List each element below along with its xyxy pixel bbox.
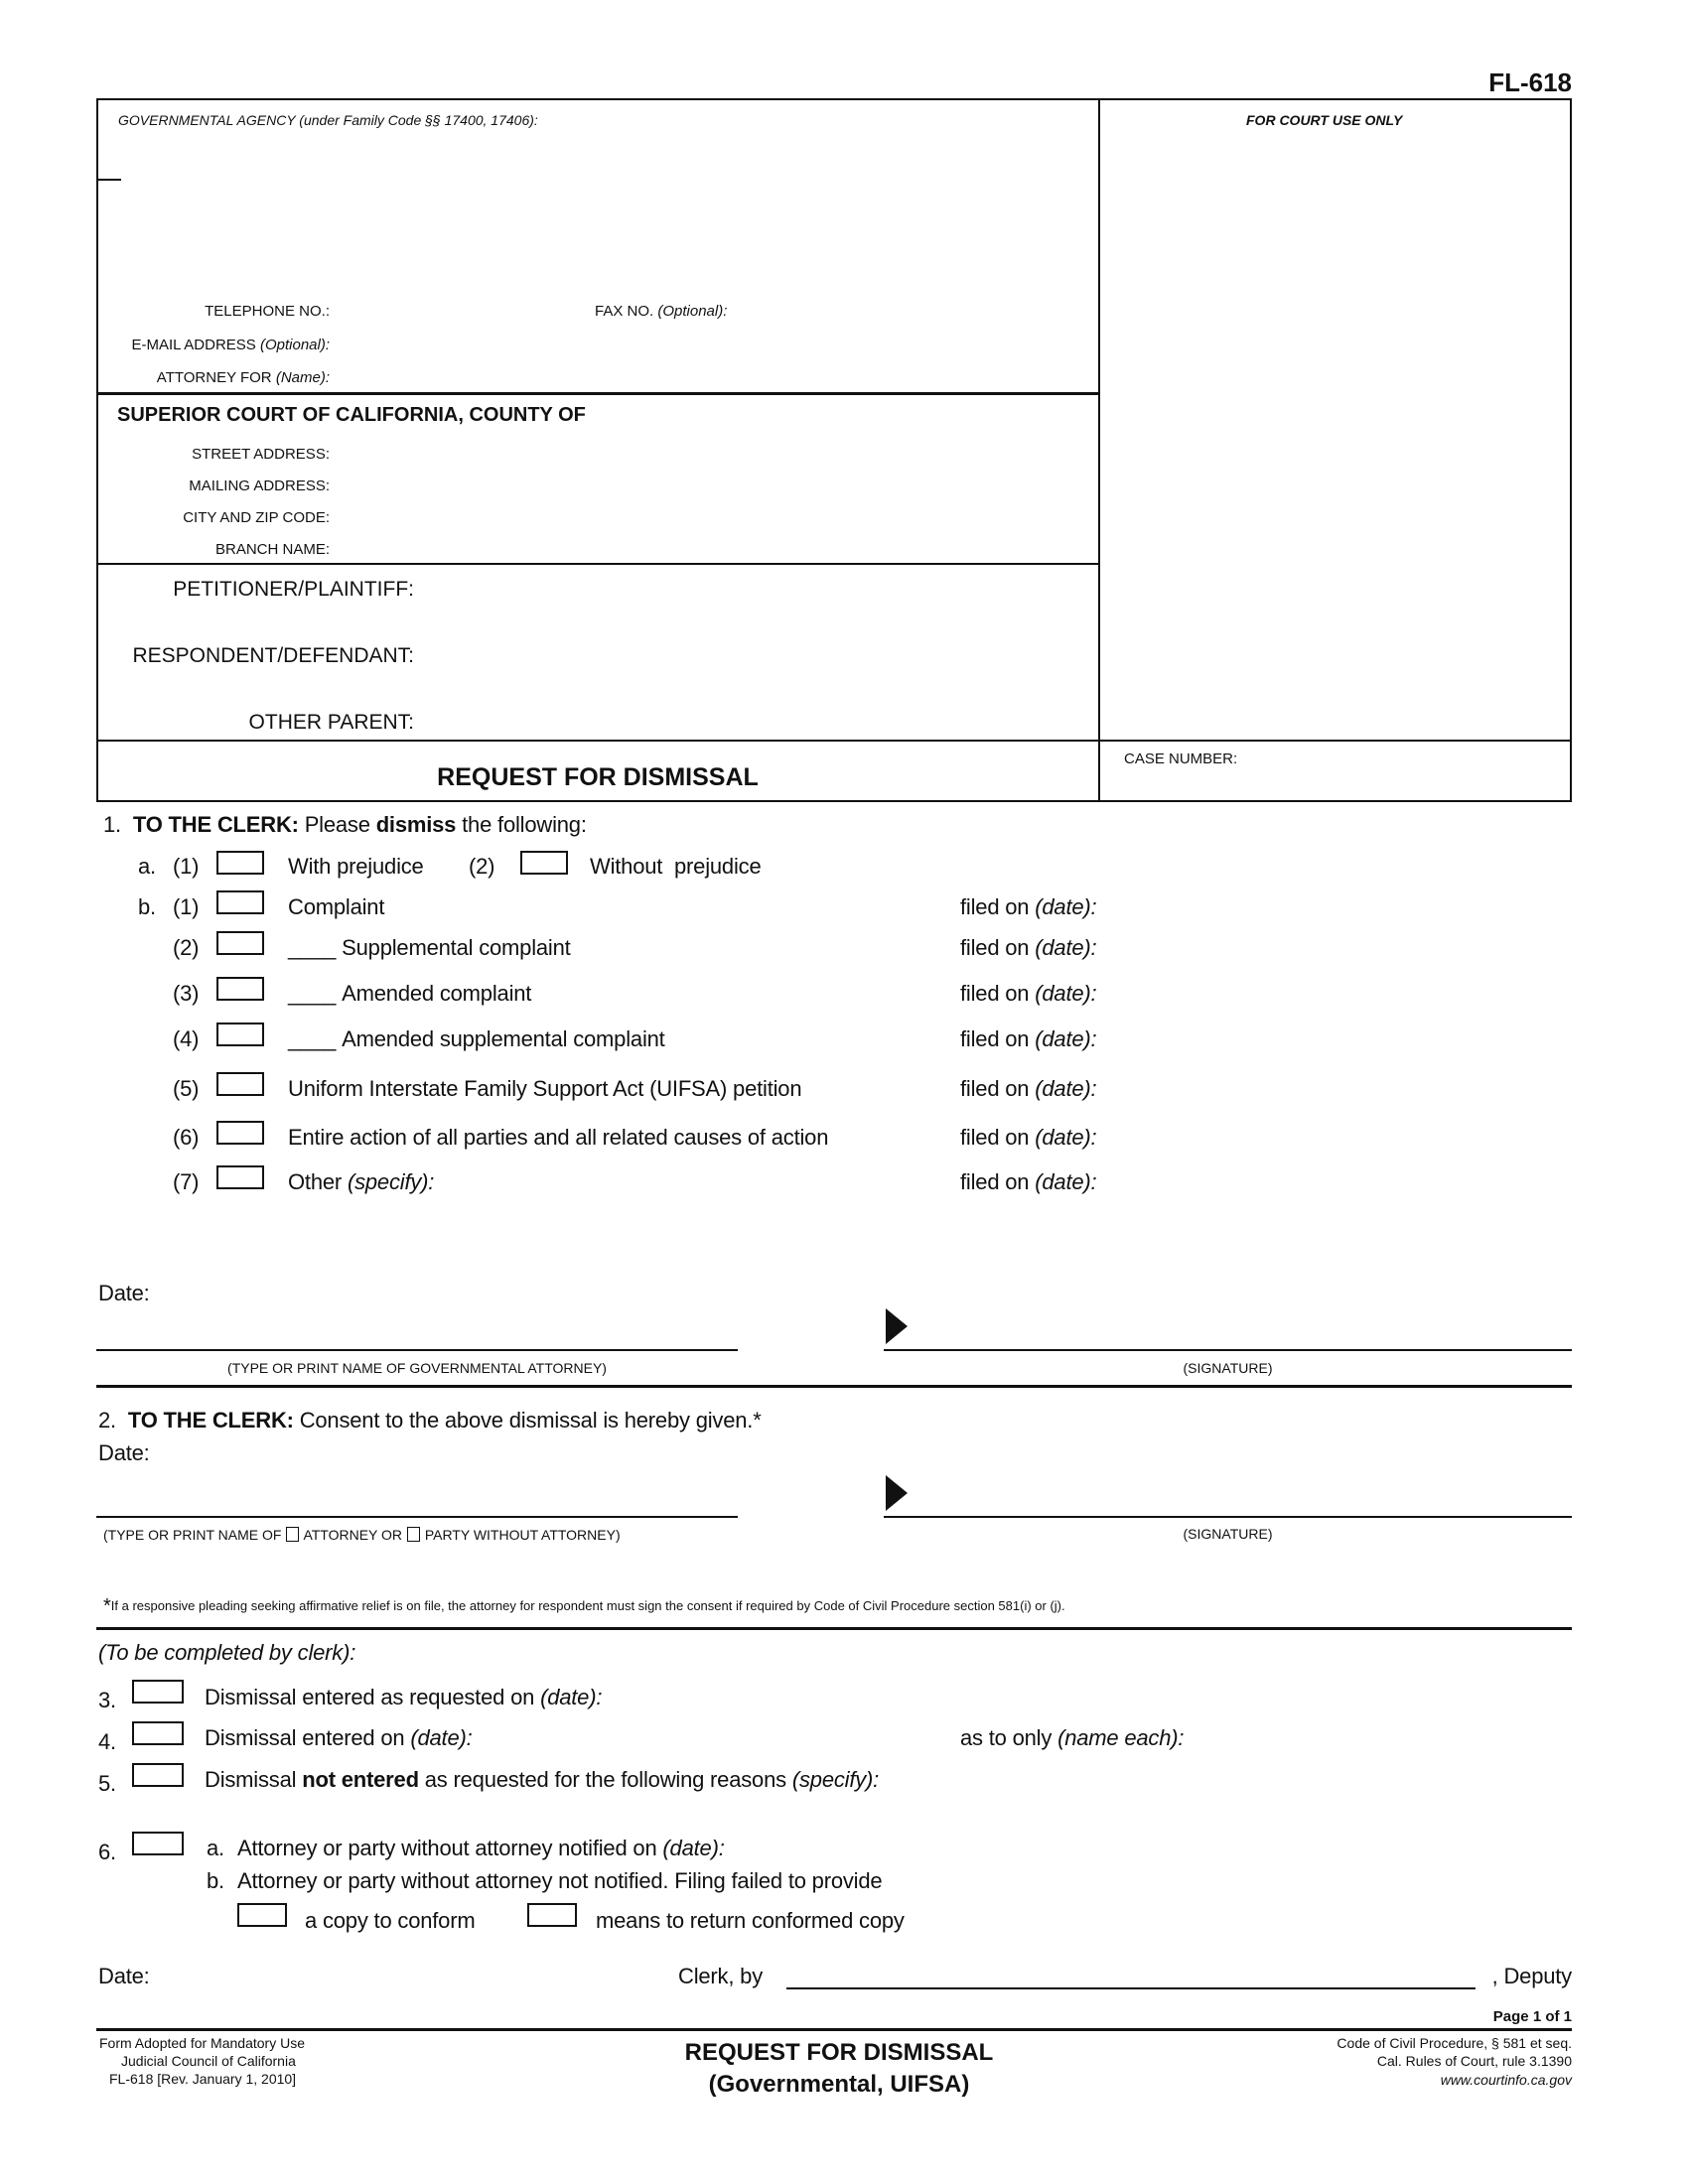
footnote-star: * [103,1595,111,1617]
name-caption: (TYPE OR PRINT NAME OF GOVERNMENTAL ATTORNEY) [227,1360,607,1376]
form-id: FL-618 [1488,68,1572,97]
deputy-clerk-input[interactable] [789,1960,1477,1984]
with-prejudice-checkbox[interactable] [216,851,264,875]
item-b-text: Supplemental complaint [342,935,571,960]
item-b-label [288,937,571,959]
form-title: REQUEST FOR DISMISSAL [437,763,759,791]
signature-caption: (SIGNATURE) [1183,1360,1273,1376]
item-b-label [288,1028,665,1050]
section-number: 1. [103,812,121,837]
amendment-number-blank[interactable]: ____ [288,1026,337,1051]
item4-number: 4. [98,1729,116,1754]
item-b-label [288,983,531,1005]
item-a1-number: (1) [173,854,200,879]
footer-revision: FL-618 [Rev. January 1, 2010] [109,2071,297,2087]
case-number-label: CASE NUMBER: [1124,751,1238,767]
item-b-text: Amended supplemental complaint [342,1026,665,1051]
fax-label-text: FAX NO. [595,303,654,320]
attorney-caption [103,1527,621,1542]
divider [96,179,121,181]
footer-council: Judicial Council of California [121,2053,296,2069]
item-b-number: (4) [173,1026,200,1051]
signature-caption: (SIGNATURE) [1183,1526,1273,1542]
petitioner-label: PETITIONER/PLAINTIFF: [173,578,414,601]
means-to-return-label: means to return conformed copy [596,1908,905,1933]
divider [1098,98,1100,802]
dismiss-text: dismiss [375,812,457,837]
item3-label: Dismissal entered as requested on [205,1685,535,1709]
consent-text: Consent to the above dismissal is hereby given.* [299,1408,762,1433]
footer-rules-reference: Cal. Rules of Court, rule 3.1390 [1376,2053,1572,2069]
divider [96,740,1572,742]
telephone-label: TELEPHONE NO.: [205,303,330,320]
item-a2-number: (2) [469,854,495,879]
item6a-date: (date): [662,1836,725,1860]
to-the-clerk: TO THE CLERK: [127,1408,294,1433]
item-b-label: b. [138,894,156,919]
governmental-attorney-name-input[interactable] [99,1318,739,1343]
specify: (specify): [791,1767,880,1792]
item-a-label: a. [138,854,156,879]
email-optional: (Optional): [259,337,330,353]
filed-on-date: (date): [1035,1026,1097,1051]
mailing-address-label: MAILING ADDRESS: [189,478,330,494]
page-number: Page 1 of 1 [1492,2008,1572,2025]
section-number: 2. [98,1408,116,1433]
to-the-clerk: TO THE CLERK: [132,812,299,837]
not-entered: not entered [302,1767,419,1792]
divider [96,1385,1572,1388]
street-address-label: STREET ADDRESS: [192,446,330,463]
court-use-only: FOR COURT USE ONLY [1246,112,1403,128]
item6a-text [237,1838,725,1859]
attorney-for-name: (Name): [275,369,330,386]
without-prejudice-checkbox[interactable] [520,851,568,875]
filed-on-label [960,1171,1096,1193]
item3-date: (date): [540,1685,603,1709]
filed-on-text: filed on [960,935,1030,960]
filed-on-label [960,937,1096,959]
item5-checkbox[interactable] [132,1763,184,1787]
footer-website-link[interactable]: www.courtinfo.ca.gov [1440,2072,1572,2088]
with-prejudice-label: With prejudice [288,854,424,879]
footer-title: REQUEST FOR DISMISSAL [684,2039,994,2066]
item6-checkbox[interactable] [132,1832,184,1855]
item-b-checkbox[interactable] [216,977,264,1001]
filed-on-text: filed on [960,1076,1030,1101]
attorney-for-text: ATTORNEY FOR [156,369,272,386]
item-b-number: (1) [173,894,200,919]
clerk-line [786,1987,1476,1989]
item-b-label [288,896,384,918]
footer-code-reference: Code of Civil Procedure, § 581 et seq. [1336,2035,1572,2051]
item-b-checkbox[interactable] [216,1121,264,1145]
means-to-return-checkbox[interactable] [527,1903,577,1927]
item-b-checkbox[interactable] [216,890,264,914]
caption-text: (TYPE OR PRINT NAME OF [103,1527,282,1543]
divider [96,563,1099,565]
filed-on-text: filed on [960,1026,1030,1051]
divider [96,392,1099,395]
item-b-checkbox[interactable] [216,1072,264,1096]
item-b-number: (2) [173,935,200,960]
item-b-checkbox[interactable] [216,1023,264,1046]
filed-on-label [960,1028,1096,1050]
party-without-attorney-checkbox[interactable] [407,1527,420,1542]
item-b-number: (3) [173,981,200,1006]
item-b-number: (6) [173,1125,200,1150]
item4-label: Dismissal entered on [205,1725,405,1750]
item-b-text: Entire action of all parties and all related causes of action [288,1125,829,1150]
item5-number: 5. [98,1771,116,1796]
footer-divider [96,2028,1572,2031]
item-b-label [288,1078,801,1100]
attorney-name-input[interactable] [99,1486,739,1511]
item-b-number: (5) [173,1076,200,1101]
filed-on-date: (date): [1035,1076,1097,1101]
copy-to-conform-label: a copy to conform [305,1908,476,1933]
clerk-by-label: Clerk, by [678,1964,763,1988]
attorney-for-label [157,370,330,385]
signature-line [884,1516,1572,1518]
fax-label [595,304,727,319]
filed-on-label [960,1078,1096,1100]
item-b-text: Amended complaint [342,981,532,1006]
amendment-number-blank[interactable]: ____ [288,935,337,960]
date-label: Date: [98,1964,150,1988]
footer-adopted: Form Adopted for Mandatory Use [99,2035,305,2051]
without-prejudice-label: Without prejudice [590,854,762,879]
item-b-label [288,1127,828,1149]
item4-text [205,1727,473,1749]
caption-text: ATTORNEY OR [303,1527,403,1543]
as-to-only: as to only [960,1725,1053,1750]
respondent-label: RESPONDENT/DEFENDANT: [132,644,414,667]
name-line [96,1349,738,1351]
footnote [103,1596,1065,1616]
filed-on-label [960,1127,1096,1149]
deputy-label: , Deputy [1491,1964,1572,1988]
attorney-checkbox[interactable] [286,1527,299,1542]
item3-number: 3. [98,1688,116,1712]
following-text: the following: [462,812,587,837]
item-b-text: Other [288,1169,343,1194]
item6b-label: b. [207,1868,224,1893]
email-label-text: E-MAIL ADDRESS [131,337,256,353]
item-b-checkbox[interactable] [216,1165,264,1189]
item5-text [205,1769,879,1791]
section2-heading [98,1410,762,1432]
filed-on-date: (date): [1035,894,1097,919]
item6-number: 6. [98,1840,116,1864]
other-parent-label: OTHER PARENT: [248,711,414,734]
court-title: SUPERIOR COURT OF CALIFORNIA, COUNTY OF [117,404,586,426]
divider [96,1627,1572,1630]
footer-subtitle: (Governmental, UIFSA) [708,2071,970,2098]
item4-as-to [960,1727,1184,1749]
signature-arrow-icon [886,1308,908,1344]
item4-date: (date): [410,1725,473,1750]
filed-on-label [960,896,1096,918]
section1-heading [103,814,587,836]
item-b-label [288,1171,434,1193]
specify-text: (specify): [347,1169,435,1194]
item-b-text: Complaint [288,894,385,919]
email-label [131,338,330,352]
filed-on-label [960,983,1096,1005]
item6b-text: Attorney or party without attorney not notified. Filing failed to provide [237,1868,883,1893]
item4-checkbox[interactable] [132,1721,184,1745]
copy-to-conform-checkbox[interactable] [237,1903,287,1927]
item3-text [205,1687,602,1708]
agency-label: GOVERNMENTAL AGENCY (under Family Code §§ 17400, 17406): [118,112,538,128]
item3-checkbox[interactable] [132,1680,184,1704]
item6a-label-text: Attorney or party without attorney notified on [237,1836,657,1860]
caption-text: PARTY WITHOUT ATTORNEY) [424,1527,621,1543]
filed-on-date: (date): [1035,1125,1097,1150]
name-each: (name each): [1057,1725,1185,1750]
signature-arrow-icon [886,1475,908,1511]
item-b-text: Uniform Interstate Family Support Act (UIFSA) petition [288,1076,802,1101]
signature-line [884,1349,1572,1351]
name-line [96,1516,738,1518]
filed-on-text: filed on [960,1169,1030,1194]
filed-on-date: (date): [1035,935,1097,960]
date-label: Date: [98,1281,150,1305]
amendment-number-blank[interactable]: ____ [288,981,337,1006]
please-text: Please [304,812,370,837]
date-label: Date: [98,1440,150,1465]
filed-on-date: (date): [1035,981,1097,1006]
item-b-number: (7) [173,1169,200,1194]
item5-label: Dismissal [205,1767,297,1792]
item5-label: as requested for the following reasons [424,1767,786,1792]
branch-name-label: BRANCH NAME: [214,541,330,558]
filed-on-text: filed on [960,894,1030,919]
fax-optional: (Optional): [657,303,728,320]
filed-on-date: (date): [1035,1169,1097,1194]
item-b-checkbox[interactable] [216,931,264,955]
footnote-text: If a responsive pleading seeking affirmative relief is on file, the attorney for respondent must sign the consent if required by Code of Civil Procedure section 581(i) or (j). [110,1598,1065,1613]
clerk-heading: (To be completed by clerk): [98,1640,356,1665]
item6a-label: a. [207,1836,224,1860]
city-zip-label: CITY AND ZIP CODE: [183,509,330,526]
filed-on-text: filed on [960,981,1030,1006]
filed-on-text: filed on [960,1125,1030,1150]
